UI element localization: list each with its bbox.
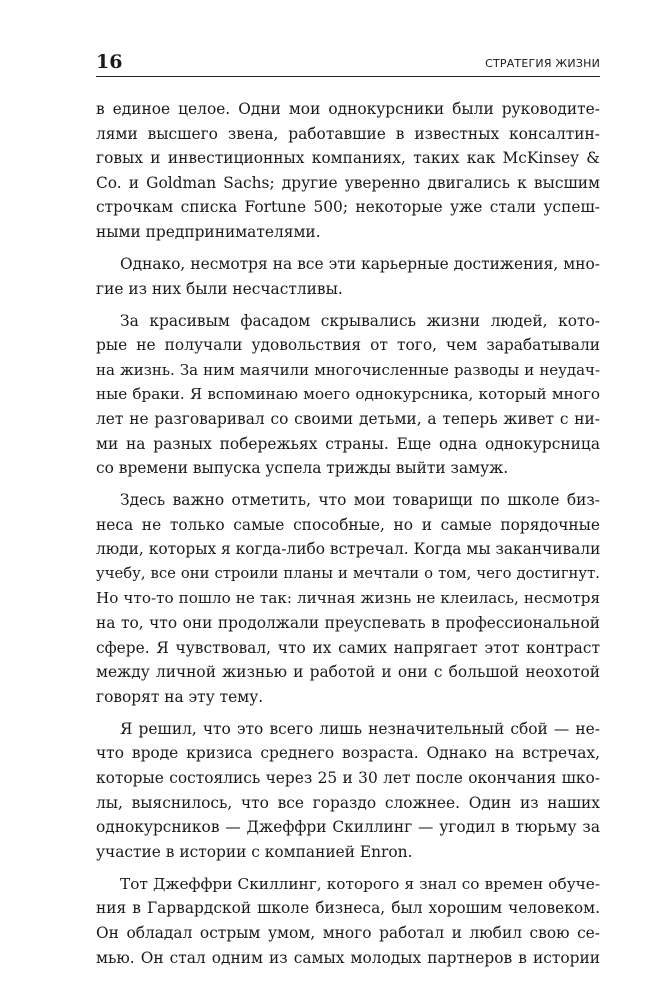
text-line: Co. и Goldman Sachs; другие уверенно двигались к высшим (96, 173, 600, 192)
text-line: Но что-то пошло не так: личная жизнь не клеилась, несмотря (96, 589, 600, 608)
text-line: ными предпринимателями. (96, 222, 321, 241)
paragraph (96, 717, 600, 865)
text-line: говых и инвестиционных компаниях, таких как McKinsey & (96, 149, 600, 168)
text-line: в единое целое. Одни мои однокурсники были руководите- (96, 100, 600, 118)
running-title: СТРАТЕГИЯ ЖИЗНИ (485, 57, 600, 70)
text-line: на то, что они продолжали преуспевать в профессиональной (96, 614, 600, 633)
text-line: Однако, несмотря на все эти карьерные достижения, мно- (120, 254, 600, 273)
page-number: 16 (96, 51, 123, 73)
text-line: участие в истории с компанией Enron. (96, 842, 413, 861)
paragraph (96, 872, 600, 970)
text-line: со времени выпуска успела трижды выйти замуж. (96, 459, 509, 478)
body-text (96, 97, 600, 970)
text-line: люди, которых я когда-либо встречал. Когда мы заканчивали (96, 540, 601, 559)
text-line: однокурсников — Джеффри Скиллинг — угодил в тюрьму за (96, 818, 600, 837)
text-line: неса не только самые способные, но и самые порядочные (96, 515, 600, 534)
paragraph (96, 309, 600, 481)
text-line: лями высшего звена, работавшие в известных консалтин- (96, 124, 600, 143)
text-line: ми на разных побережьях страны. Еще одна однокурсница (96, 434, 600, 453)
text-line: мью. Он стал одним из самых молодых партнеров в истории (96, 948, 600, 967)
text-line: между личной жизнью и работой и они с большой неохотой (96, 663, 600, 682)
text-line: которые состоялись через 25 и 30 лет после окончания шко- (96, 769, 600, 787)
text-line: на жизнь. За ним маячили многочисленные разводы и неудач- (96, 360, 600, 379)
text-line: Он обладал острым умом, много работал и любил свою се- (96, 923, 600, 942)
text-line: гие из них были несчастливы. (96, 279, 343, 298)
text-line: сфере. Я чувствовал, что их самих напрягает этот контраст (96, 638, 600, 657)
paragraph (96, 488, 600, 709)
text-line: ные браки. Я вспоминаю моего однокурсника, который много (96, 385, 600, 404)
paragraph (96, 97, 600, 245)
text-line: Я решил, что это всего лишь незначительный сбой — не- (120, 719, 600, 738)
paragraph (96, 252, 600, 301)
text-line: говорят на эту тему. (96, 687, 264, 706)
text-line: строчкам списка Fortune 500; некоторые уже стали успеш- (96, 198, 600, 217)
page-header (96, 50, 600, 77)
text-line: ния в Гарвардской школе бизнеса, был хорошим человеком. (96, 899, 600, 918)
text-line: рые не получали удовольствия от того, чем зарабатывали (96, 336, 600, 355)
text-line: Тот Джеффри Скиллинг, которого я знал со времен обуче- (120, 874, 600, 893)
text-line: Здесь важно отметить, что мои товарищи по школе биз- (120, 491, 600, 510)
text-line: лы, выяснилось, что все гораздо сложнее. Один из наших (96, 793, 600, 812)
text-line: лет не разговаривал со своими детьми, а теперь живет с ни- (96, 409, 600, 428)
text-line: За красивым фасадом скрывались жизни людей, кото- (120, 311, 600, 330)
text-line: учебу, все они строили планы и мечтали о том, чего достигнут. (96, 564, 600, 582)
text-line: что вроде кризиса среднего возраста. Однако на встречах, (96, 744, 600, 763)
